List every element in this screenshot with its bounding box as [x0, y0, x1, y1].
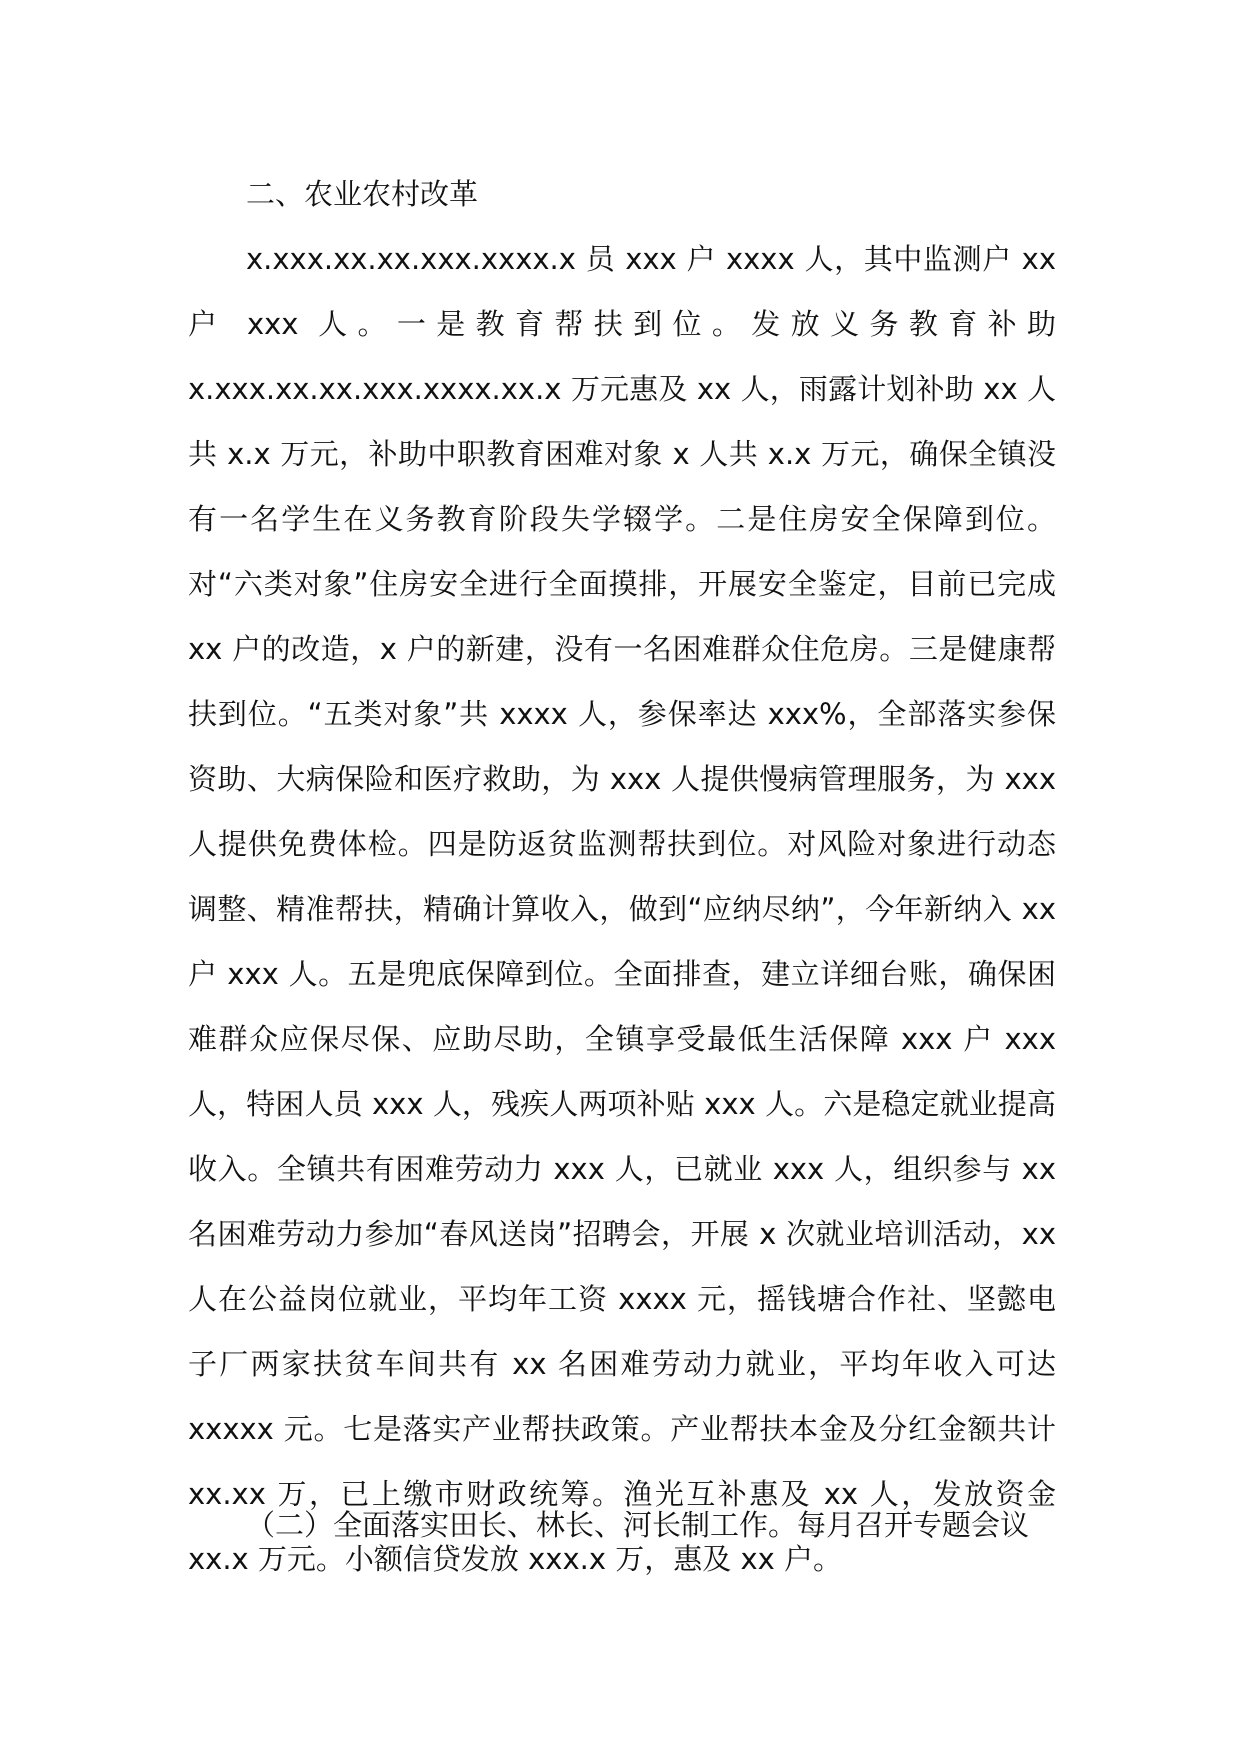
- body-paragraph-poverty-support: x.xxx.xx.xx.xxx.xxxx.x 员 xxx 户 xxxx 人，其中监测户 xx 户 xxx 人。一是教育帮扶到位。发放义务教育补助 x.xxx.xx.xx.xxx.xxxx.xx.x 万元惠及 xx 人，雨露计划补助 xx 人共 x.x 万元，补助中职教育困难对象 x 人共 x.x 万元，确保全镇没有一名学生在义务教育阶段失学辍学。二是住房安全保障到位。对“六类对象”住房安全进行全面摸排，开展安全鉴定，目前已完成 xx 户的改造，x 户的新建，没有一名困难群众住危房。三是健康帮扶到位。“五类对象”共 xxxx 人，参保率达 xxx%，全部落实参保资助、大病保险和医疗救助，为 xxx 人提供慢病管理服务，为 xxx 人提供免费体检。四是防返贫监测帮扶到位。对风险对象进行动态调整、精准帮扶，精确计算收入，做到“应纳尽纳”，今年新纳入 xx 户 xxx 人。五是兜底保障到位。全面排查，建立详细台账，确保困难群众应保尽保、应助尽助，全镇享受最低生活保障 xxx 户 xxx 人，特困人员 xxx 人，残疾人两项补贴 xxx 人。六是稳定就业提高收入。全镇共有困难劳动力 xxx 人，已就业 xxx 人，组织参与 xx 名困难劳动力参加“春风送岗”招聘会，开展 x 次就业培训活动，xx 人在公益岗位就业，平均年工资 xxxx 元，摇钱塘合作社、坚懿电子厂两家扶贫车间共有 xx 名困难劳动力就业，平均年收入可达 xxxxx 元。七是落实产业帮扶政策。产业帮扶本金及分红金额共计 xx.xx 万，已上缴市财政统筹。渔光互补惠及 xx 人，发放资金 xx.x 万元。小额信贷发放 xxx.x 万，惠及 xx 户。: [188, 242, 1056, 1576]
- body-paragraph-chief-system: （二）全面落实田长、林长、河长制工作。每月召开专题会议: [246, 1508, 1030, 1542]
- section-heading: 二、农业农村改革: [246, 177, 479, 211]
